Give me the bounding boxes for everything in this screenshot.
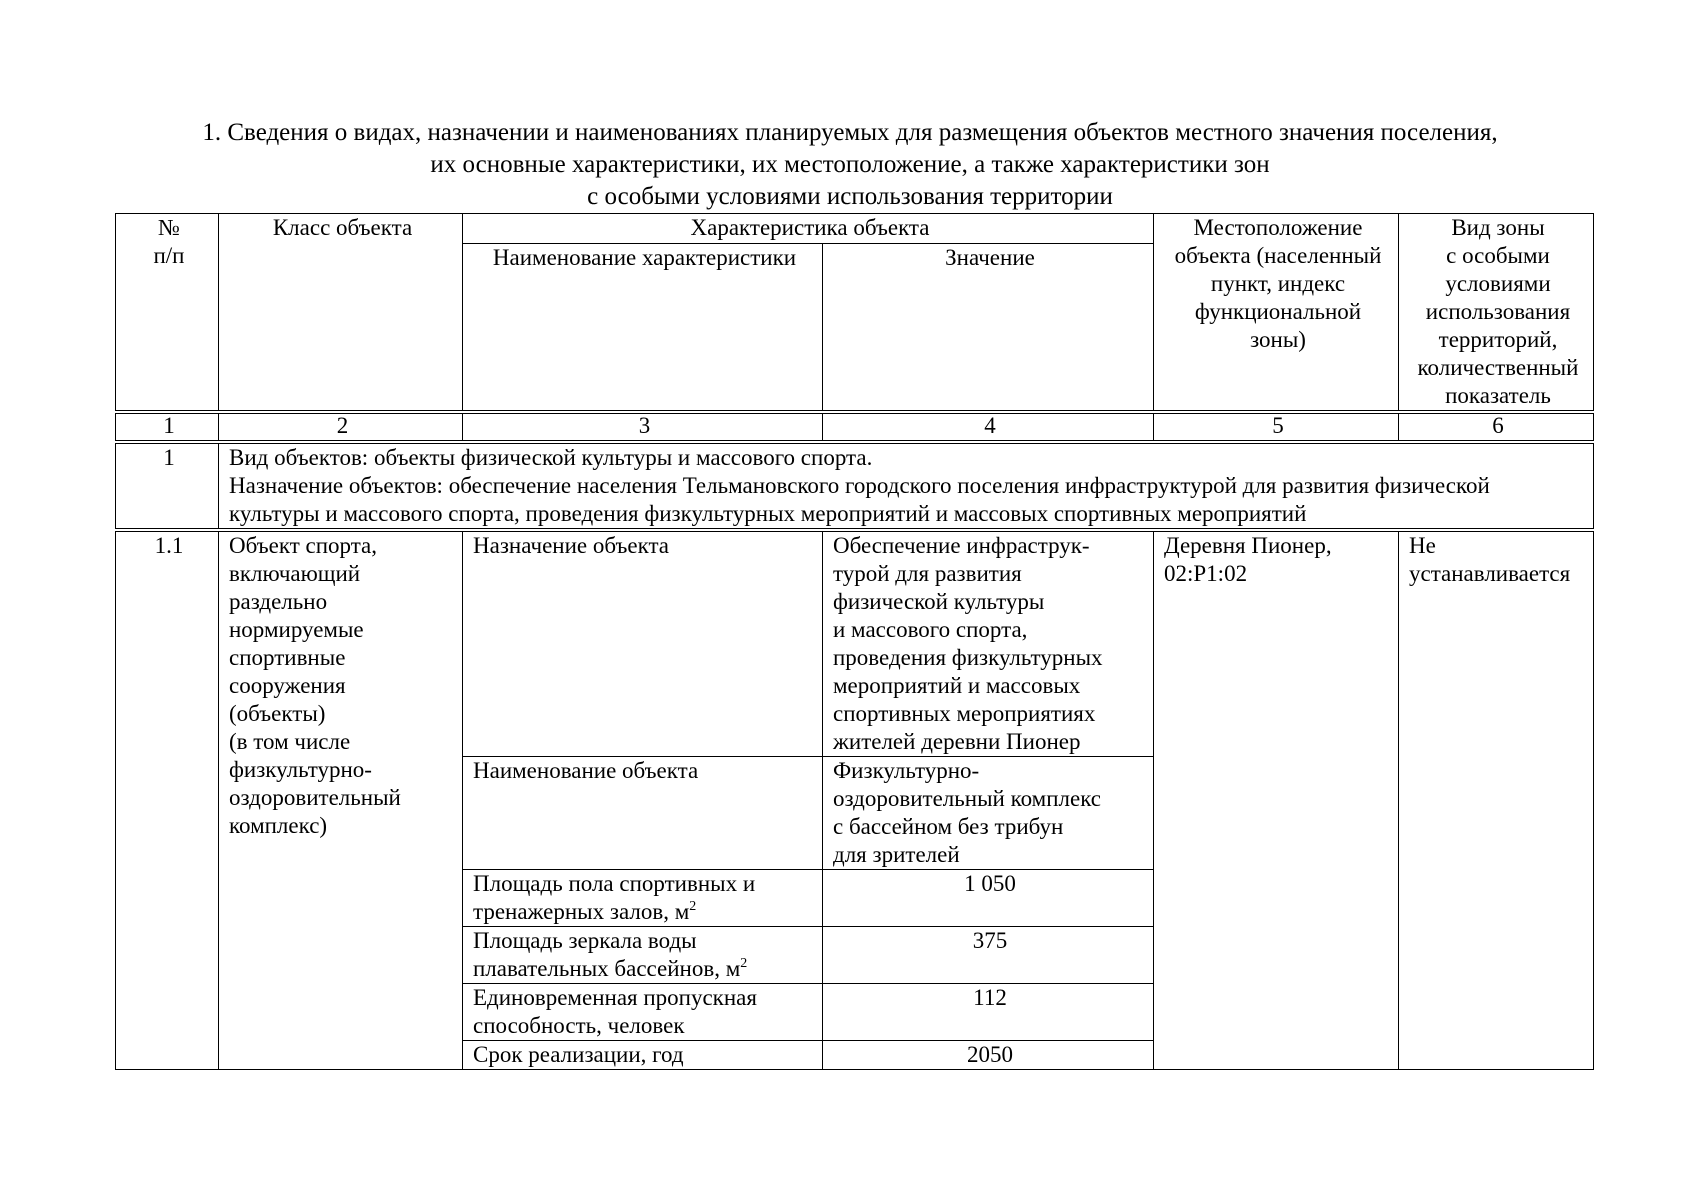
char-name-term: Срок реализации, год bbox=[463, 1041, 823, 1070]
title-line-2: их основные характеристики, их местоположение, а также характеристики зон bbox=[430, 151, 1270, 178]
char-name-hall-area-text: Площадь пола спортивных и тренажерных залов, м bbox=[473, 871, 756, 924]
header-characteristic: Характеристика объекта bbox=[463, 214, 1154, 244]
column-number-2: 2 bbox=[219, 412, 463, 442]
column-number-3: 3 bbox=[463, 412, 823, 442]
group-description: Вид объектов: объекты физической культуры и массового спорта. Назначение объектов: обеспечение населения Тельмановского городского поселения инфраструктурой для развития физической культуры и массового спорта, проведения физкультурных мероприятий и массовых спортивных мероприятий bbox=[219, 442, 1594, 530]
characteristic-row bbox=[116, 530, 1594, 757]
object-num: 1.1 bbox=[116, 530, 219, 1070]
object-class: Объект спорта, включающий раздельно нормируемые спортивные сооружения (объекты) (в том числе физкультурно- оздоровительный комплекс) bbox=[219, 530, 463, 1070]
object-location: Деревня Пионер, 02:Р1:02 bbox=[1154, 530, 1399, 1070]
char-name-purpose: Назначение объекта bbox=[463, 530, 823, 757]
char-value-capacity: 112 bbox=[823, 984, 1154, 1041]
objects-table bbox=[115, 213, 1594, 1070]
header-location: Местоположение объекта (населенный пункт, индекс функциональной зоны) bbox=[1154, 214, 1399, 413]
char-value-object-name: Физкультурно- оздоровительный комплекс с бассейном без трибун для зрителей bbox=[823, 757, 1154, 870]
column-number-4: 4 bbox=[823, 412, 1154, 442]
group-row bbox=[116, 442, 1594, 530]
char-value-hall-area: 1 050 bbox=[823, 870, 1154, 927]
header-zone: Вид зоны с особыми условиями использования территорий, количественный показатель bbox=[1399, 214, 1594, 413]
header-class: Класс объекта bbox=[219, 214, 463, 413]
title-line-3: с особыми условиями использования территории bbox=[587, 183, 1113, 210]
square-meter-superscript: 2 bbox=[689, 899, 697, 914]
char-name-hall-area bbox=[463, 870, 823, 927]
char-value-purpose: Обеспечение инфраструк- турой для развития физической культуры и массового спорта, проведения физкультурных мероприятий и массовых спортивных мероприятиях жителей деревни Пионер bbox=[823, 530, 1154, 757]
column-numbers-row bbox=[116, 412, 1594, 442]
header-row-1 bbox=[116, 214, 1594, 244]
char-name-object-name: Наименование объекта bbox=[463, 757, 823, 870]
char-value-pool-area: 375 bbox=[823, 927, 1154, 984]
char-value-term: 2050 bbox=[823, 1041, 1154, 1070]
char-name-pool-area-text: Площадь зеркала воды плавательных бассейнов, м bbox=[473, 928, 741, 981]
group-num: 1 bbox=[116, 442, 219, 530]
object-zone: Не устанавливается bbox=[1399, 530, 1594, 1070]
document-title bbox=[110, 117, 1590, 213]
header-char-value: Значение bbox=[823, 244, 1154, 413]
char-name-capacity: Единовременная пропускная способность, человек bbox=[463, 984, 823, 1041]
column-number-6: 6 bbox=[1399, 412, 1594, 442]
char-name-pool-area bbox=[463, 927, 823, 984]
column-number-1: 1 bbox=[116, 412, 219, 442]
header-char-name: Наименование характеристики bbox=[463, 244, 823, 413]
title-line-1: 1. Сведения о видах, назначении и наименованиях планируемых для размещения объектов местного значения поселения, bbox=[202, 119, 1498, 146]
square-meter-superscript: 2 bbox=[740, 956, 748, 971]
header-num: № п/п bbox=[116, 214, 219, 413]
column-number-5: 5 bbox=[1154, 412, 1399, 442]
